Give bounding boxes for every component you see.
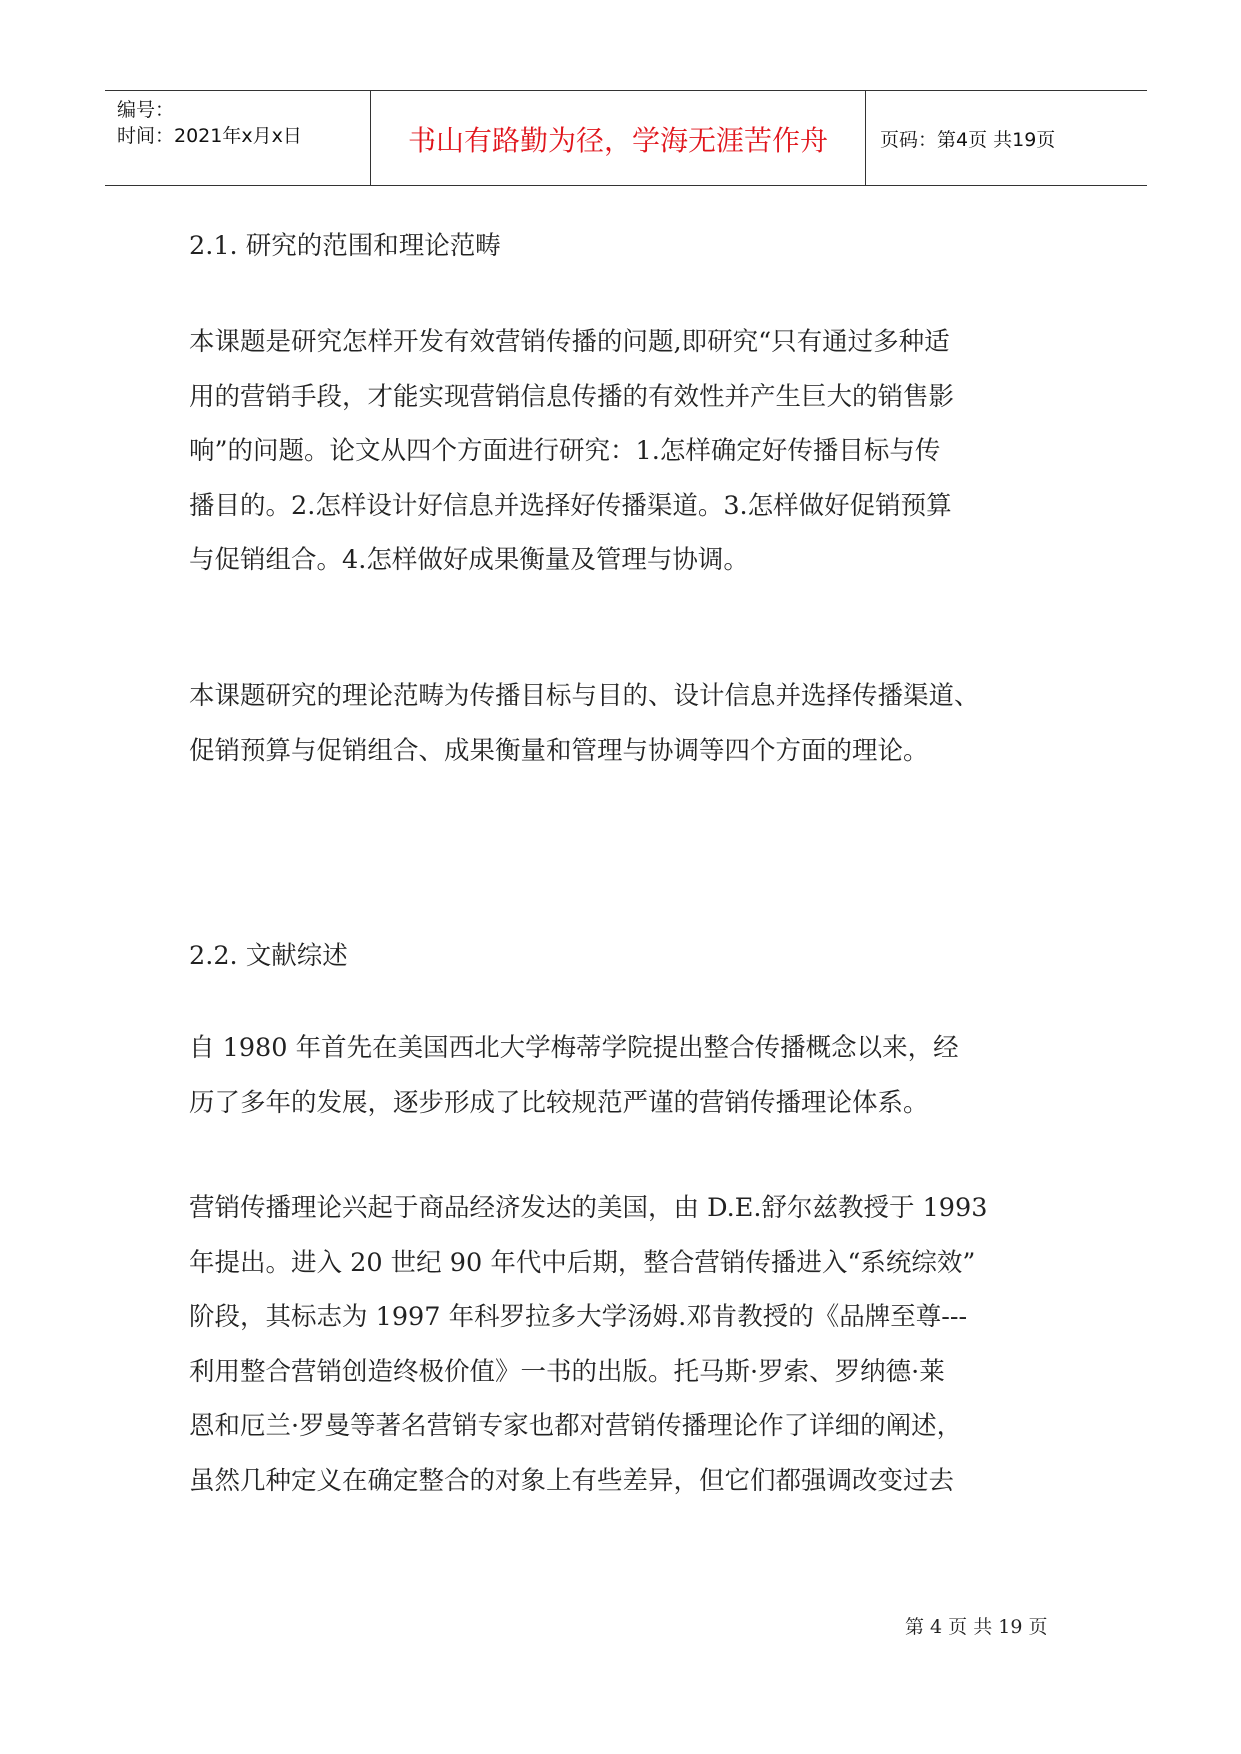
paragraph-line: 本课题研究的理论范畴为传播目标与目的、设计信息并选择传播渠道、 — [189, 681, 980, 711]
section2-paragraph-1 — [189, 1021, 1069, 1130]
paragraph-line: 与促销组合。4.怎样做好成果衡量及管理与协调。 — [189, 545, 749, 575]
header-info-cell — [105, 91, 371, 185]
paragraph-line: 促销预算与促销组合、成果衡量和管理与协调等四个方面的理论。 — [189, 735, 929, 766]
paragraph-line: 利用整合营销创造终极价值》一书的出版。托马斯·罗索、罗纳德·莱 — [189, 1356, 945, 1387]
header-page-cell — [866, 91, 1147, 185]
section-heading-2-1: 2.1. 研究的范围和理论范畴 — [189, 231, 501, 261]
section2-paragraph-2 — [189, 1181, 1069, 1508]
paragraph-line: 本课题是研究怎样开发有效营销传播的问题,即研究“只有通过多种适 — [189, 327, 950, 357]
page-header — [105, 90, 1147, 186]
paragraph-line: 历了多年的发展，逐步形成了比较规范严谨的营销传播理论体系。 — [189, 1087, 929, 1118]
paragraph-line: 响”的问题。论文从四个方面进行研究：1.怎样确定好传播目标与传 — [189, 436, 941, 466]
header-motto-cell — [371, 91, 866, 185]
paragraph-line: 恩和厄兰·罗曼等著名营销专家也都对营销传播理论作了详细的阐述， — [189, 1411, 963, 1441]
section1-paragraph-2 — [189, 669, 1069, 778]
paragraph-line: 播目的。2.怎样设计好信息并选择好传播渠道。3.怎样做好促销预算 — [189, 490, 952, 521]
page-footer: 第 4 页 共 19 页 — [905, 1616, 1048, 1638]
header-time-label: 时间：2021年x月x日 — [117, 125, 302, 147]
paragraph-line: 营销传播理论兴起于商品经济发达的美国，由 D.E.舒尔兹教授于 1993 — [189, 1193, 988, 1223]
header-motto: 书山有路勤为径，学海无涯苦作舟 — [407, 124, 828, 157]
paragraph-line: 阶段，其标志为 1997 年科罗拉多大学汤姆.邓肯教授的《品牌至尊--- — [189, 1302, 968, 1332]
paragraph-line: 虽然几种定义在确定整合的对象上有些差异，但它们都强调改变过去 — [189, 1465, 955, 1496]
section1-paragraph-1 — [189, 315, 1069, 588]
section-heading-2-2: 2.2. 文献综述 — [189, 941, 348, 971]
header-page-label: 页码：第4页 共19页 — [880, 129, 1056, 151]
paragraph-line: 自 1980 年首先在美国西北大学梅蒂学院提出整合传播概念以来，经 — [189, 1033, 959, 1063]
paragraph-line: 用的营销手段，才能实现营销信息传播的有效性并产生巨大的销售影 — [189, 381, 955, 412]
header-number-label: 编号： — [117, 99, 175, 121]
paragraph-line: 年提出。进入 20 世纪 90 年代中后期，整合营销传播进入“系统综效” — [189, 1247, 976, 1278]
